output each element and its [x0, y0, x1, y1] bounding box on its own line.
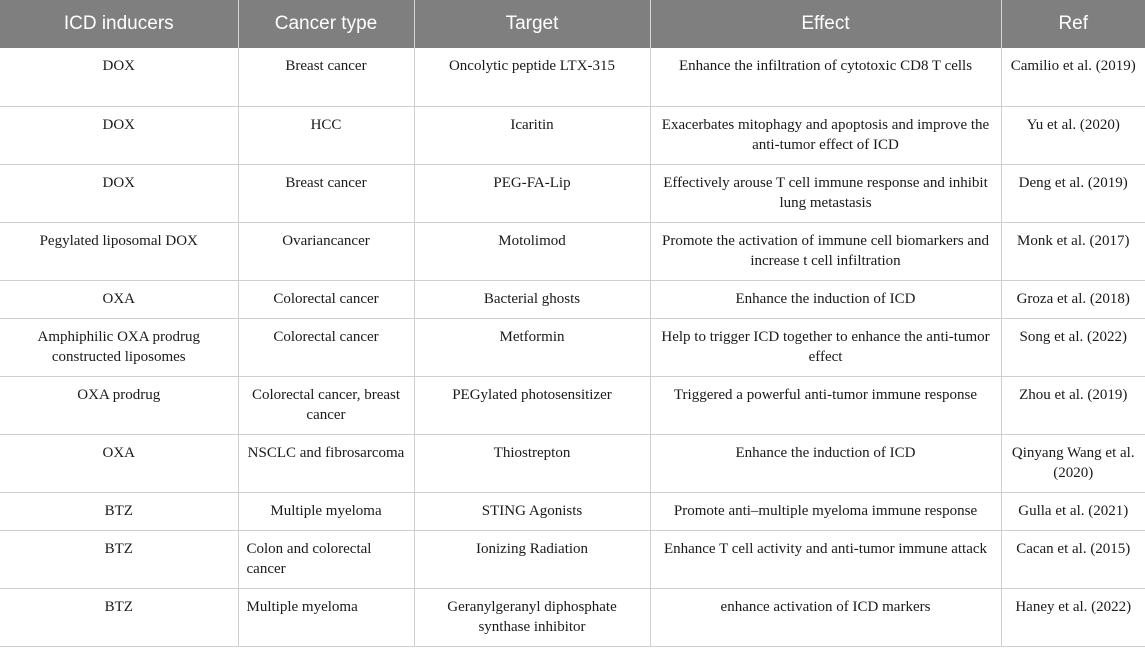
table-row [0, 588, 1145, 646]
cell-target: Icaritin [414, 106, 650, 164]
cell-icd-inducer: DOX [0, 48, 238, 106]
cell-ref: Camilio et al. (2019) [1001, 48, 1145, 106]
header-cancer-type: Cancer type [238, 0, 414, 48]
cell-icd-inducer: OXA prodrug [0, 376, 238, 434]
cell-cancer-type: Multiple myeloma [238, 492, 414, 530]
cell-icd-inducer: Pegylated liposomal DOX [0, 222, 238, 280]
cell-effect: Enhance the infiltration of cytotoxic CD8 T cells [650, 48, 1001, 106]
cell-target: Geranylgeranyl diphosphate synthase inhibitor [414, 588, 650, 646]
table-row [0, 280, 1145, 318]
header-ref: Ref [1001, 0, 1145, 48]
cell-ref: Zhou et al. (2019) [1001, 376, 1145, 434]
cell-icd-inducer: DOX [0, 164, 238, 222]
cell-cancer-type: Colorectal cancer, breast cancer [238, 376, 414, 434]
cell-icd-inducer: BTZ [0, 492, 238, 530]
table-row [0, 48, 1145, 106]
cell-cancer-type: Breast cancer [238, 48, 414, 106]
cell-icd-inducer: OXA [0, 280, 238, 318]
cell-cancer-type: Colorectal cancer [238, 318, 414, 376]
cell-effect: enhance activation of ICD markers [650, 588, 1001, 646]
cell-icd-inducer: DOX [0, 106, 238, 164]
cell-target: PEGylated photosensitizer [414, 376, 650, 434]
cell-target: Oncolytic peptide LTX-315 [414, 48, 650, 106]
table-body [0, 48, 1145, 646]
cell-effect: Enhance T cell activity and anti-tumor immune attack [650, 530, 1001, 588]
cell-target: STING Agonists [414, 492, 650, 530]
cell-ref: Song et al. (2022) [1001, 318, 1145, 376]
cell-effect: Enhance the induction of ICD [650, 280, 1001, 318]
cell-effect: Promote the activation of immune cell biomarkers and increase t cell infiltration [650, 222, 1001, 280]
cell-ref: Yu et al. (2020) [1001, 106, 1145, 164]
header-effect: Effect [650, 0, 1001, 48]
table-row [0, 434, 1145, 492]
table-row [0, 222, 1145, 280]
cell-target: Ionizing Radiation [414, 530, 650, 588]
cell-target: Thiostrepton [414, 434, 650, 492]
cell-effect: Exacerbates mitophagy and apoptosis and improve the anti-tumor effect of ICD [650, 106, 1001, 164]
table-header [0, 0, 1145, 48]
cell-target: Motolimod [414, 222, 650, 280]
table-row [0, 376, 1145, 434]
cell-target: Bacterial ghosts [414, 280, 650, 318]
cell-cancer-type: Multiple myeloma [238, 588, 414, 646]
cell-effect: Triggered a powerful anti-tumor immune response [650, 376, 1001, 434]
cell-ref: Groza et al. (2018) [1001, 280, 1145, 318]
table-row [0, 164, 1145, 222]
cell-icd-inducer: BTZ [0, 588, 238, 646]
cell-cancer-type: HCC [238, 106, 414, 164]
cell-icd-inducer: Amphiphilic OXA prodrug constructed liposomes [0, 318, 238, 376]
cell-cancer-type: Colon and colorectal cancer [238, 530, 414, 588]
table-row [0, 530, 1145, 588]
cell-effect: Promote anti–multiple myeloma immune response [650, 492, 1001, 530]
header-row [0, 0, 1145, 48]
cell-icd-inducer: BTZ [0, 530, 238, 588]
cell-effect: Help to trigger ICD together to enhance the anti-tumor effect [650, 318, 1001, 376]
cell-cancer-type: NSCLC and fibrosarcoma [238, 434, 414, 492]
cell-icd-inducer: OXA [0, 434, 238, 492]
cell-cancer-type: Breast cancer [238, 164, 414, 222]
cell-ref: Deng et al. (2019) [1001, 164, 1145, 222]
cell-cancer-type: Colorectal cancer [238, 280, 414, 318]
cell-effect: Enhance the induction of ICD [650, 434, 1001, 492]
cell-ref: Gulla et al. (2021) [1001, 492, 1145, 530]
cell-target: PEG-FA-Lip [414, 164, 650, 222]
table-row [0, 318, 1145, 376]
cell-ref: Monk et al. (2017) [1001, 222, 1145, 280]
cell-effect: Effectively arouse T cell immune response and inhibit lung metastasis [650, 164, 1001, 222]
header-target: Target [414, 0, 650, 48]
cell-ref: Qinyang Wang et al. (2020) [1001, 434, 1145, 492]
header-icd-inducers: ICD inducers [0, 0, 238, 48]
cell-ref: Cacan et al. (2015) [1001, 530, 1145, 588]
cell-ref: Haney et al. (2022) [1001, 588, 1145, 646]
cell-target: Metformin [414, 318, 650, 376]
table-row [0, 492, 1145, 530]
table-row [0, 106, 1145, 164]
cell-cancer-type: Ovariancancer [238, 222, 414, 280]
